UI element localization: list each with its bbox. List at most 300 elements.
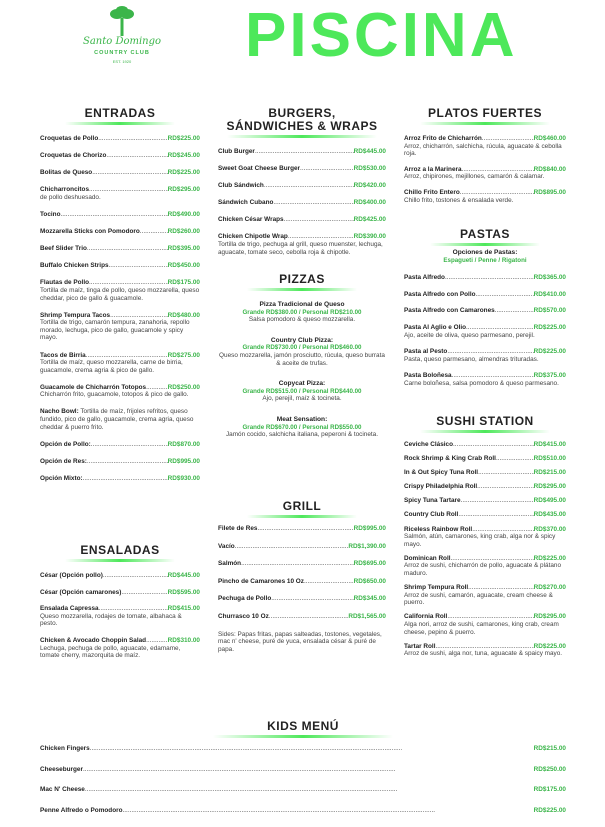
dot-leader [83, 766, 534, 774]
pizza-name: Country Club Pizza: [270, 336, 334, 344]
menu-item [404, 643, 566, 658]
menu-item [404, 511, 566, 519]
dot-leader [91, 441, 168, 449]
dot-leader [495, 307, 534, 315]
menu-item-row [40, 572, 200, 580]
pizza-item [218, 301, 386, 324]
menu-item-name: Pasta Alfredo [404, 274, 445, 282]
dot-leader [146, 384, 168, 392]
pastas-list [404, 274, 566, 387]
menu-item [218, 525, 386, 533]
menu-item-name: California Roll [404, 613, 448, 621]
menu-item-price: RD$445.00 [167, 572, 200, 579]
menu-item-desc: Arroz, chipirones, mejillones, camarón & calamar. [404, 173, 545, 181]
menu-item-price: RD$490.00 [167, 210, 200, 218]
menu-item-row [40, 384, 200, 392]
menu-item-name: Croquetas de Pollo [40, 135, 99, 142]
menu-item-desc: Arroz de sushi, alga nor, tuna, aguacate & spaicy mayo. [404, 650, 563, 658]
menu-item-price: RD$225.00 [533, 323, 566, 331]
dot-leader [462, 166, 534, 174]
menu-item-row [404, 584, 566, 592]
dot-leader [89, 279, 168, 287]
dot-leader [87, 458, 168, 466]
entradas-heading: ENTRADAS [84, 106, 156, 120]
menu-item-name: Arroz Frito de Chicharrón [404, 135, 482, 142]
column-right [404, 107, 566, 212]
column-middle-pizzas [218, 273, 386, 452]
menu-item-price: RD$225.00 [533, 642, 566, 650]
menu-item-price: RD$295.00 [533, 613, 566, 621]
menu-item-price: RD$480.00 [167, 311, 200, 319]
menu-item-row [404, 555, 566, 563]
burgers-heading-1: BURGERS, [268, 106, 336, 120]
menu-item [40, 384, 200, 399]
menu-item [218, 148, 386, 156]
menu-item [40, 352, 200, 375]
dot-leader [146, 637, 168, 645]
menu-item [404, 274, 566, 282]
menu-item-name: Bolitas de Queso [40, 169, 93, 177]
menu-item-row [40, 589, 200, 597]
dot-leader [288, 233, 354, 241]
menu-item-desc: Tortilla de maíz, queso mozzarella, carne de birria, guacamole, crema agria & pico de gallo. [40, 359, 183, 374]
menu-item-price: RD$295.00 [167, 186, 200, 194]
menu-item-name: Beef Slider Trio [40, 245, 87, 253]
menu-item [40, 637, 200, 660]
menu-item-name: César (Opción camarones) [40, 588, 122, 596]
column-middle [218, 107, 386, 266]
dot-leader [123, 807, 534, 815]
dot-leader [451, 555, 534, 563]
dot-leader [241, 560, 354, 568]
dot-leader [466, 324, 534, 332]
menu-item [40, 135, 200, 143]
menu-item-desc: Arroz, chicharrón, salchicha, rúcula, aguacate & cebolla roja. [404, 142, 562, 158]
menu-item-name: Buffalo Chicken Strips [40, 262, 109, 270]
menu-item-price: RD$870.00 [167, 440, 200, 448]
dot-leader [99, 605, 168, 613]
menu-item-price: RD$530.00 [353, 165, 386, 173]
menu-item-price: RD$570.00 [533, 307, 566, 315]
menu-item-name: Pincho de Camarones 10 Oz [218, 577, 304, 585]
menu-item-row [40, 786, 566, 794]
menu-item-name: Chillo Frito Entero [404, 188, 460, 196]
pizza-desc: Salsa pomodoro & queso mozzarella. [248, 316, 356, 324]
club-logo [62, 6, 182, 76]
menu-item-name: Chicken César Wraps [218, 216, 284, 224]
dot-leader [86, 352, 168, 360]
menu-item-row [218, 182, 386, 190]
menu-item-row [404, 613, 566, 621]
menu-item-price: RD$375.00 [533, 372, 566, 380]
menu-item-price: RD$895.00 [533, 188, 566, 196]
menu-item-row [218, 148, 386, 156]
menu-item [218, 560, 386, 568]
menu-item-row [218, 613, 386, 621]
menu-item-name: Opción de Pollo: [40, 440, 91, 448]
pizza-prices: Grande RD$670.00 / Personal RD$550.00 [242, 423, 362, 431]
menu-item-desc: Nacho Bowl: Tortilla de maíz, frijoles refritos, queso fundido, pico de gallo, guacamole, crema agria, queso cheddar & puerro frito. [40, 408, 194, 431]
dot-leader [255, 148, 354, 156]
menu-item-desc: Lechuga, pechuga de pollo, aguacate, edamame, tomate cherry, mazorquita de maíz. [40, 644, 181, 660]
menu-item-row [40, 637, 200, 645]
sushi-heading: SUSHI STATION [436, 414, 534, 428]
section-underline [247, 515, 357, 518]
kids-section [40, 720, 566, 827]
menu-item [40, 312, 200, 342]
grill-list [218, 525, 386, 621]
menu-item [40, 211, 200, 219]
menu-item [40, 279, 200, 302]
menu-item-name: Croquetas de Chorizo [40, 152, 107, 160]
pizza-prices: Grande RD$380.00 / Personal RD$210.00 [242, 308, 362, 316]
menu-item [40, 786, 566, 794]
menu-item-price: RD$345.00 [353, 595, 386, 603]
menu-item-name: César (Opción pollo) [40, 572, 103, 579]
menu-item-name: Nacho Bowl: [40, 408, 79, 416]
menu-item-price: RD$435.00 [533, 511, 566, 519]
menu-item [404, 324, 566, 339]
pizzas-heading: PIZZAS [279, 272, 325, 286]
menu-item [404, 348, 566, 363]
menu-item-name: Tartar Roll [404, 642, 436, 650]
menu-item-row [218, 595, 386, 603]
menu-item-desc: Arroz de sushi, camarón, aguacate, cream cheese & puerro. [404, 591, 553, 607]
section-underline [213, 735, 393, 738]
menu-item-name: Crispy Philadelphia Roll [404, 483, 478, 491]
menu-item [404, 135, 566, 158]
menu-item-name: Dominican Roll [404, 554, 451, 562]
menu-item-row [40, 228, 200, 236]
menu-item-price: RD$215.00 [533, 469, 566, 477]
menu-item-name: In & Out Spicy Tuna Roll [404, 469, 479, 477]
menu-item-price: RD$450.00 [167, 262, 200, 270]
section-underline [247, 288, 357, 291]
menu-item-name: Salmón [218, 560, 242, 568]
menu-item [40, 589, 200, 597]
menu-item-price: RD$930.00 [167, 474, 200, 482]
menu-item-desc: Salmón, atún, camarones, king crab, alga nor & spicy mayo. [404, 533, 556, 548]
dot-leader [83, 475, 168, 483]
menu-item-price: RD$225.00 [167, 169, 200, 177]
menu-item-name: Pechuga de Pollo [218, 595, 272, 603]
menu-item-row [40, 245, 200, 253]
menu-item-price: RD$495.00 [533, 497, 566, 505]
menu-item-row [40, 475, 200, 483]
menu-item-price: RD$395.00 [167, 245, 200, 253]
menu-item-name: Vacío [218, 542, 235, 550]
menu-item-name: Riceless Rainbow Roll [404, 525, 473, 533]
menu-item-price: RD$415.00 [167, 605, 200, 613]
menu-item-price: RD$370.00 [533, 525, 566, 533]
dot-leader [87, 245, 168, 253]
menu-item-name: Tocino [40, 210, 61, 218]
dot-leader [264, 182, 354, 190]
menu-item-row [404, 441, 566, 449]
menu-item-name: Chicharroncitos [40, 186, 90, 194]
menu-item-desc: Alga nori, arroz de sushi, camarones, king crab, cream cheese, pepino & puerro. [404, 621, 559, 636]
grill-heading: GRILL [282, 499, 322, 513]
menu-item-row [218, 165, 386, 173]
menu-item-price: RD$225.00 [533, 348, 566, 356]
grill-sides: Sides: Papas fritas, papas salteadas, tostones, vegetales, mac n' cheese, puré de yuca, ensalada césar & puré de papa. [218, 630, 382, 653]
menu-item-row [40, 186, 200, 194]
menu-item-row [404, 497, 566, 505]
dot-leader [284, 216, 354, 224]
menu-item-price: RD$270.00 [533, 584, 566, 592]
pizza-name: Meat Sensation: [276, 415, 328, 423]
page-title: PISCINA [245, 1, 518, 70]
menu-item-row [404, 274, 566, 282]
menu-item-price: RD$250.00 [167, 383, 200, 391]
menu-item-row [40, 745, 566, 753]
pizza-desc: Jamón cocido, salchicha italiana, peperoni & tocineta. [225, 431, 379, 439]
menu-item-name: Spicy Tuna Tartare [404, 497, 461, 505]
menu-item [404, 613, 566, 636]
menu-item-row [40, 211, 200, 219]
dot-leader [92, 169, 167, 177]
menu-item [404, 372, 566, 387]
menu-item-row [404, 455, 566, 463]
pizza-name: Copycat Pizza: [278, 380, 326, 388]
menu-item-name: Shrimp Tempura Roll [404, 584, 469, 592]
menu-item-desc: Carne boloñesa, salsa pomodoro & queso parmesano. [404, 379, 559, 387]
palm-tree-icon [110, 6, 134, 36]
dot-leader [98, 135, 167, 143]
menu-item-row [404, 307, 566, 315]
pastas-options-label: Opciones de Pastas: [452, 249, 518, 256]
burgers-heading-2: SÁNDWICHES & WRAPS [226, 119, 378, 133]
menu-item [40, 745, 566, 753]
menu-item-price: RD$260.00 [167, 228, 200, 236]
menu-item-name: Cheeseburger [40, 765, 83, 773]
menu-item-row [40, 262, 200, 270]
menu-item-name: Mac N' Cheese [40, 786, 85, 794]
menu-item-price: RD$420.00 [353, 182, 386, 190]
pastas-options: Espagueti / Penne / Rigatoni [443, 256, 527, 264]
menu-item-price: RD$510.00 [533, 455, 566, 463]
menu-item-price: RD$415.00 [533, 441, 566, 448]
menu-item [40, 475, 200, 483]
menu-item-name: Chicken Fingers [40, 745, 90, 752]
menu-item-price: RD$410.00 [533, 290, 566, 298]
menu-item-price: RD$840.00 [533, 165, 566, 173]
menu-item-price: RD$400.00 [353, 199, 386, 207]
menu-item-name: Tacos de Birria [40, 351, 86, 359]
menu-item [40, 169, 200, 177]
menu-item [404, 483, 566, 491]
menu-item-name: Ceviche Clásico [404, 441, 454, 448]
menu-item-desc: Chicharrón frito, guacamole, totopos & pico de gallo. [40, 391, 189, 399]
menu-item [218, 216, 386, 224]
pizza-item [218, 416, 386, 439]
menu-item-price: RD$460.00 [533, 135, 566, 142]
kids-heading: KIDS MENÚ [267, 719, 339, 733]
menu-item-price: RD$225.00 [533, 554, 566, 562]
dot-leader [271, 595, 353, 603]
menu-item-name: Ensalada Capressa [40, 605, 99, 613]
pizza-desc: Queso mozzarella, jamón prosciutto, rúcula, queso burrata & aceite de trufas. [219, 351, 385, 367]
menu-item-price: RD$295.00 [533, 483, 566, 491]
menu-item-row [40, 279, 200, 287]
menu-item-desc: Pasta, queso parmesano, almendras trituradas. [404, 355, 539, 363]
menu-item-desc: Chillo frito, tostones & ensalada verde. [404, 196, 514, 204]
menu-item-row [218, 543, 386, 551]
menu-item-row [218, 525, 386, 533]
menu-item-row [40, 458, 200, 466]
menu-item-name: Shrimp Tempura Tacos [40, 311, 111, 319]
dot-leader [89, 186, 168, 194]
menu-item-name: Club Burger [218, 148, 255, 155]
menu-item-name: Opción Mixto: [40, 474, 83, 482]
menu-item [40, 152, 200, 160]
menu-item [40, 408, 200, 431]
dot-leader [436, 643, 534, 651]
dot-leader [235, 543, 349, 551]
menu-item-row [404, 189, 566, 197]
menu-item-name: Pasta Alfredo con Camarones [404, 307, 495, 315]
menu-item-row [404, 348, 566, 356]
menu-item [40, 441, 200, 449]
dot-leader [269, 613, 349, 621]
menu-item-row [404, 469, 566, 477]
menu-item-name: Club Sándwich [218, 182, 264, 190]
menu-item [218, 543, 386, 551]
pizza-item [218, 380, 386, 403]
menu-item-row [40, 766, 566, 774]
menu-item [40, 572, 200, 580]
menu-item [404, 189, 566, 204]
menu-item [404, 307, 566, 315]
menu-item-row [40, 807, 566, 815]
menu-item-name: Chicken & Avocado Choppin Salad [40, 636, 147, 644]
menu-item-row [218, 578, 386, 586]
menu-item-name: Pasta Alfredo con Pollo [404, 290, 476, 298]
menu-item [40, 807, 566, 815]
menu-item-row [404, 526, 566, 534]
dot-leader [482, 135, 534, 143]
dot-leader [478, 469, 534, 477]
menu-item [40, 262, 200, 270]
menu-item-price: RD$245.00 [167, 152, 200, 160]
menu-item-name: Chicken Chipotle Wrap [218, 233, 288, 241]
menu-item [404, 497, 566, 505]
section-underline [65, 122, 175, 125]
menu-item-row [404, 135, 566, 143]
column-left [40, 107, 200, 492]
menu-item-desc: Arroz de sushi, chicharrón de pollo, aguacate & plátano maduro. [404, 562, 562, 578]
dot-leader [300, 165, 354, 173]
section-underline [430, 243, 540, 246]
dot-leader [60, 211, 167, 219]
menu-item-desc: de pollo deshuesado. [40, 193, 101, 201]
menu-item-row [404, 324, 566, 332]
dot-leader [304, 578, 354, 586]
menu-item-price: RD$250.00 [533, 765, 566, 773]
menu-item-desc: Tortilla de maíz, tinga de pollo, queso mozzarella, queso cheddar, pico de gallo & guacamole. [40, 286, 200, 302]
menu-item [40, 766, 566, 774]
menu-item-name: Penne Alfredo o Pomodoro [40, 806, 123, 814]
platos-list [404, 135, 566, 204]
menu-item-row [40, 605, 200, 613]
menu-item [218, 233, 386, 256]
menu-item [404, 555, 566, 578]
dot-leader [452, 372, 534, 380]
ensaladas-list [40, 572, 200, 660]
menu-item [40, 186, 200, 201]
menu-item [404, 584, 566, 607]
menu-item-row [40, 152, 200, 160]
menu-item [404, 166, 566, 181]
menu-item-name: Rock Shrimp & King Crab Roll [404, 455, 496, 463]
menu-item-price: RD$365.00 [533, 274, 566, 282]
menu-item [404, 455, 566, 463]
menu-item [218, 613, 386, 621]
section-underline [227, 135, 377, 138]
dot-leader [468, 584, 534, 592]
menu-item-row [218, 233, 386, 241]
dot-leader [140, 228, 168, 236]
dot-leader [476, 291, 534, 299]
menu-item-price: RD$390.00 [353, 233, 386, 241]
menu-item-price: RD$995.00 [167, 457, 200, 465]
pizza-name: Pizza Tradicional de Queso [259, 301, 345, 308]
menu-item [218, 199, 386, 207]
dot-leader [447, 613, 533, 621]
menu-item-name: Opción de Res: [40, 457, 87, 465]
menu-item [404, 291, 566, 299]
entradas-list [40, 135, 200, 483]
column-right-sushi [404, 415, 566, 664]
menu-item-row [218, 199, 386, 207]
menu-item-name: Churrasco 10 Oz [218, 612, 269, 620]
pizzas-list [218, 301, 386, 439]
section-underline [420, 122, 550, 125]
menu-item-row [404, 511, 566, 519]
menu-item-price: RD$595.00 [167, 588, 200, 596]
menu-item-row [40, 352, 200, 360]
column-right-pastas [404, 228, 566, 397]
menu-item-price: RD$445.00 [353, 148, 386, 155]
menu-item [40, 245, 200, 253]
dot-leader [458, 511, 533, 519]
menu-item-name: Pasta al Pesto [404, 348, 448, 356]
pizza-prices: Grande RD$730.00 / Personal RD$460.00 [242, 344, 362, 352]
menu-item [218, 578, 386, 586]
dot-leader [90, 745, 534, 753]
menu-item-row [404, 372, 566, 380]
pizza-desc: Ajo, perejil, maíz & tocineta. [262, 395, 342, 403]
platos-heading: PLATOS FUERTES [428, 106, 542, 120]
menu-item-price: RD$425.00 [353, 216, 386, 224]
menu-item-price: RD$695.00 [353, 560, 386, 568]
dot-leader [477, 483, 534, 491]
menu-item-price: RD$310.00 [167, 636, 200, 644]
burgers-list [218, 148, 386, 256]
pastas-heading: PASTAS [460, 227, 510, 241]
menu-item [40, 605, 200, 628]
menu-item-desc: Tortilla de trigo, pechuga al grill, queso muenster, lechuga, aguacate, tomate seco, cebolla roja & chipotle. [218, 241, 383, 256]
menu-item-name: Mozzarella Sticks con Pomodoro [40, 228, 140, 236]
column-middle-grill [218, 500, 386, 653]
dot-leader [472, 526, 533, 534]
menu-item-name: Flautas de Pollo [40, 279, 90, 287]
menu-item-price: RD$225.00 [167, 135, 200, 142]
menu-item-row [40, 135, 200, 143]
dot-leader [445, 274, 534, 282]
menu-item-name: Pasta Al Aglio e Olio [404, 323, 467, 331]
menu-item-price: RD$650.00 [353, 577, 386, 585]
